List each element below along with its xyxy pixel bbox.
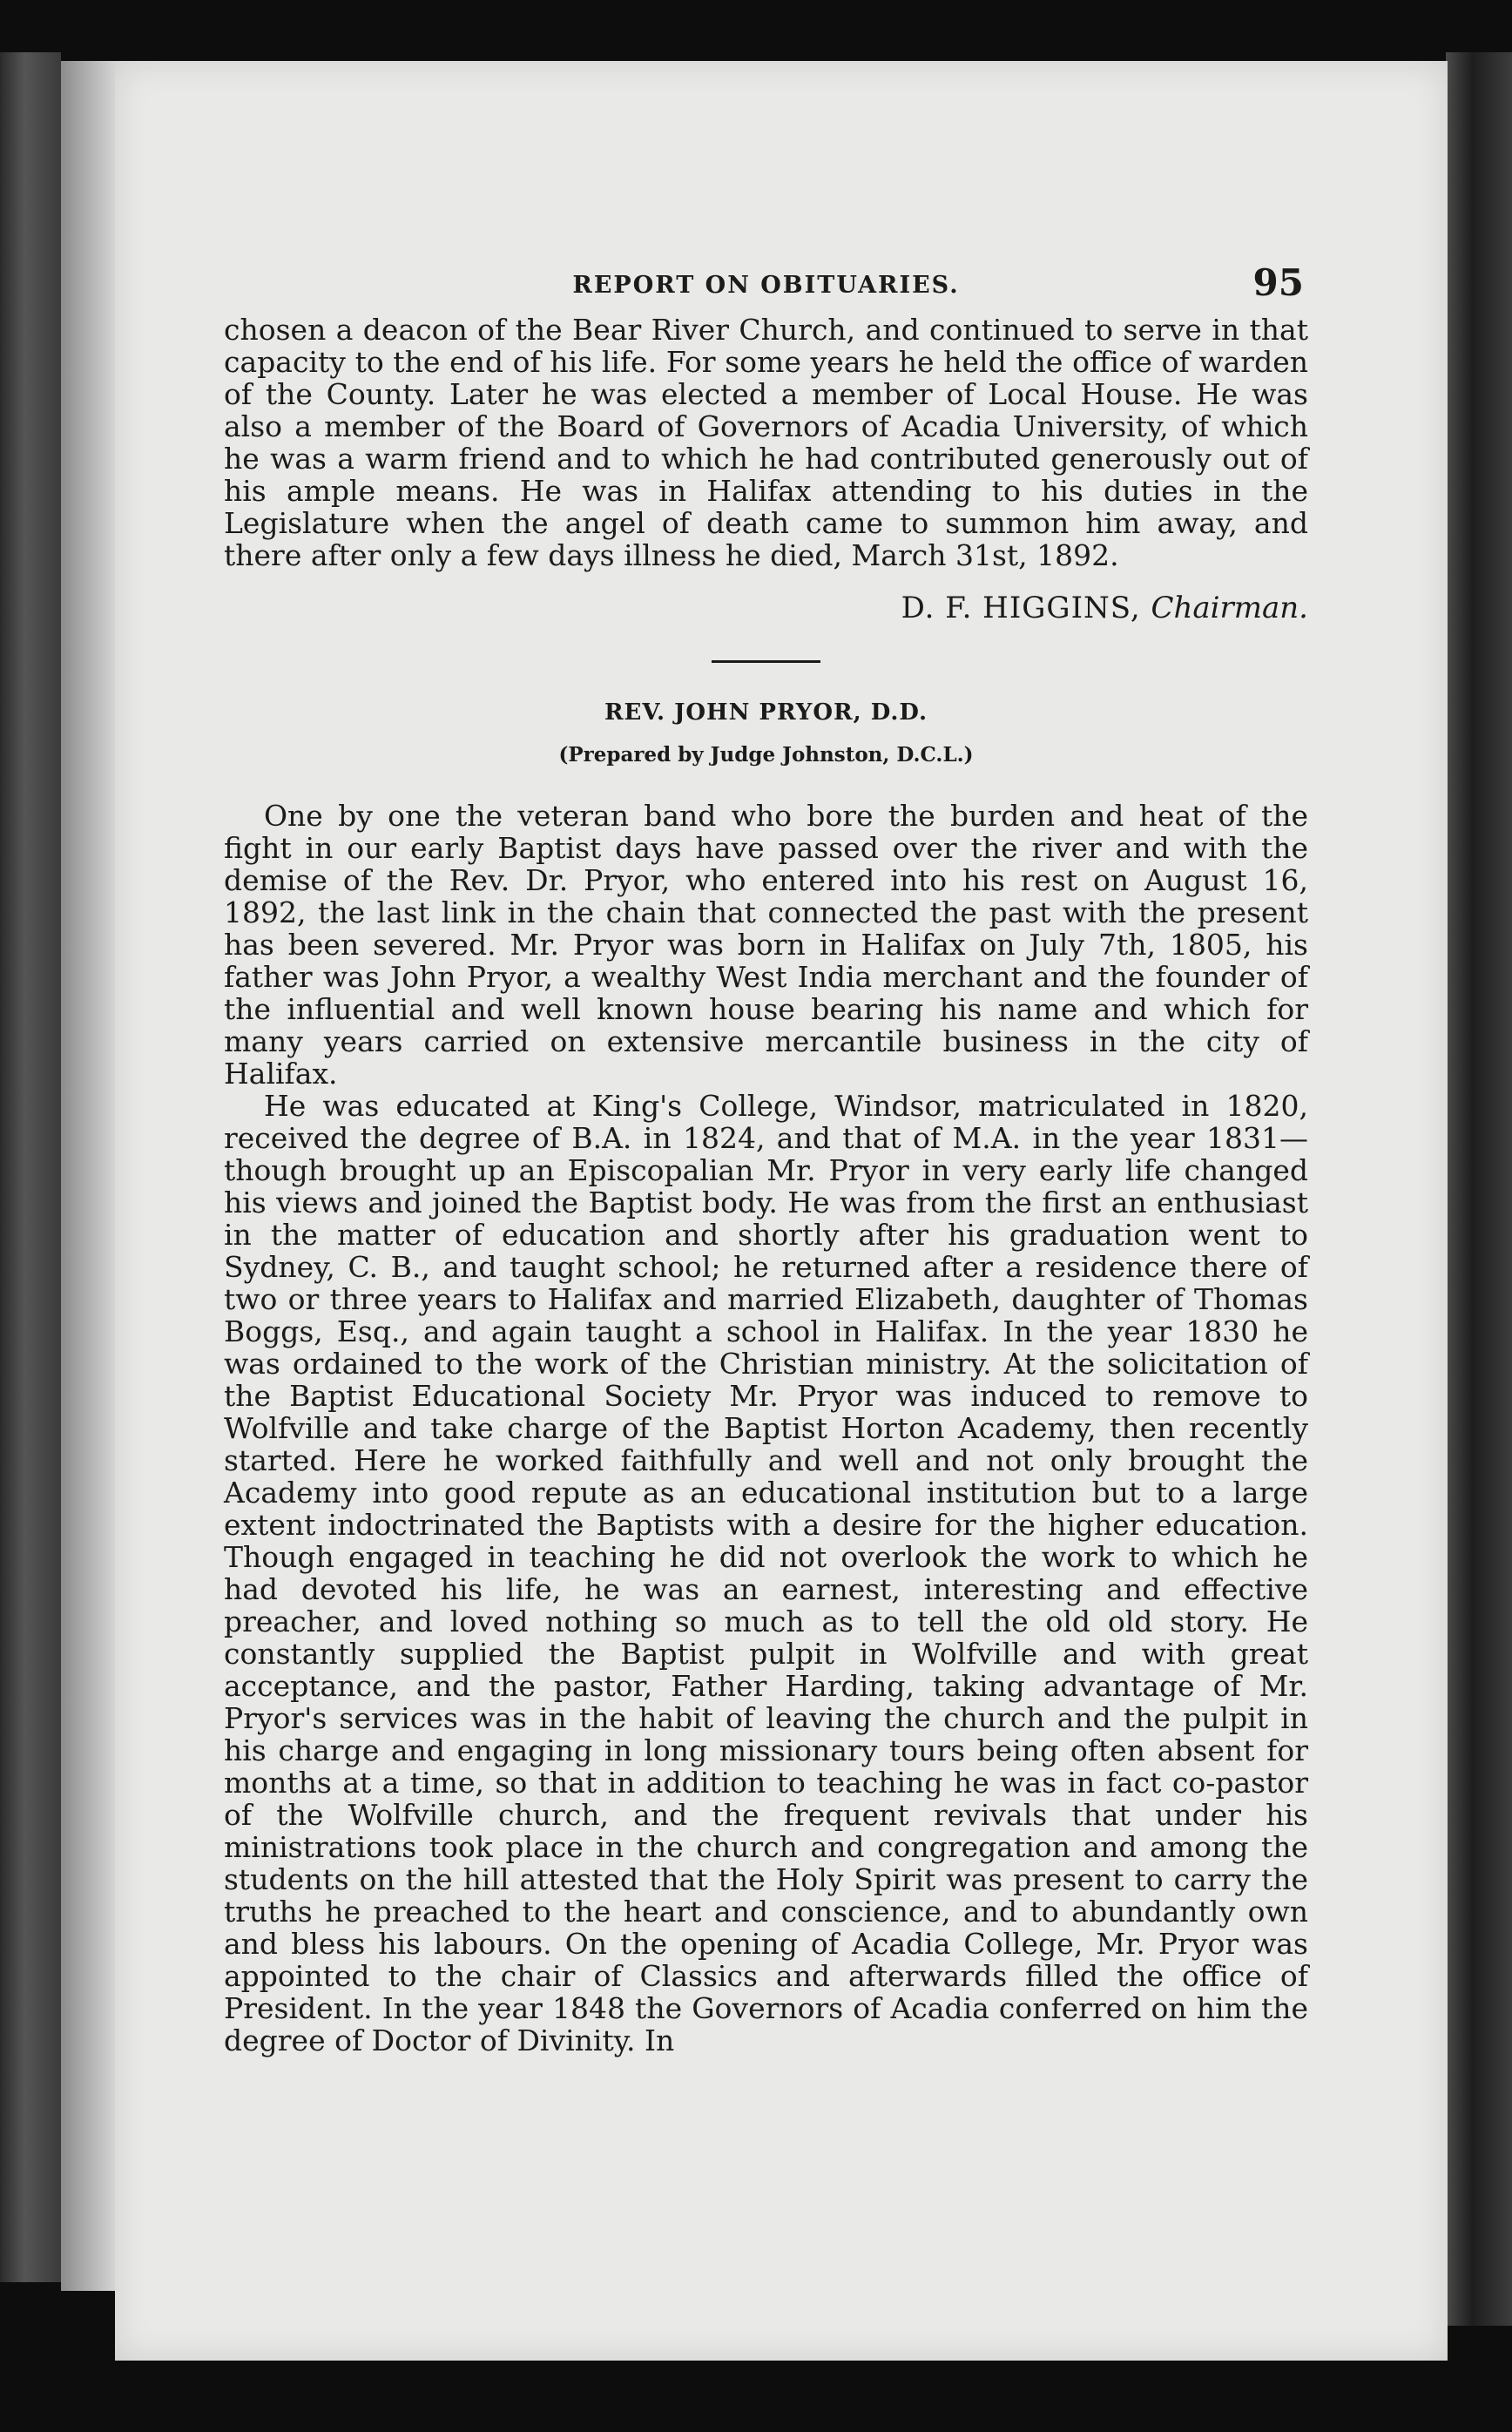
signature-role: Chairman. — [1151, 591, 1308, 625]
book-page — [115, 61, 1448, 2361]
running-header — [224, 261, 1308, 314]
section-title: REV. JOHN PRYOR, D.D. — [604, 699, 928, 726]
continued-paragraph: chosen a deacon of the Bear River Church, and continued to serve in that capacity to the end of his life. For some years he held the office of warden of the County. Later he was elected a member of Local House. He was also a member of the Board of Governors of Acadia University, of which he was a warm friend and to which he had contributed generously out of his ample means. He was in Halifax attending to his duties in the Legislature when the angel of death came to summon him away, and there after only a few days illness he died, March 31st, 1892. — [224, 313, 1308, 572]
signature — [224, 591, 1308, 625]
page-number: 95 — [1252, 261, 1304, 304]
signature-name: D. F. HIGGINS, — [901, 591, 1141, 625]
page-content — [224, 261, 1308, 2057]
section-credit: (Prepared by Judge Johnston, D.C.L.) — [558, 743, 974, 767]
book-binding-left — [0, 52, 61, 2282]
book-binding-right — [1446, 52, 1512, 2326]
paragraph-1: One by one the veteran band who bore the burden and heat of the fight in our early Baptist days have passed over the river and with the demise of the Rev. Dr. Pryor, who entered into his rest on August 16, 1892, the last link in the chain that connected the past with the present has been severed. Mr. Pryor was born in Halifax on July 7th, 1805, his father was John Pryor, a wealthy West India merchant and the founder of the influential and well known house bearing his name and which for many years carried on extensive mercantile business in the city of Halifax. — [224, 799, 1308, 1091]
running-title: REPORT ON OBITUARIES. — [572, 272, 960, 299]
previous-page-edge — [61, 61, 115, 2291]
section-divider — [712, 660, 820, 663]
paragraph-2: He was educated at King's College, Windsor, matriculated in 1820, received the degree of B.A. in 1824, and that of M.A. in the year 1831—though brought up an Episcopalian Mr. Pryor in very early life changed his views and joined the Baptist body. He was from the first an enthusiast in the matter of education and shortly after his graduation went to Sydney, C. B., and taught school; he returned after a residence there of two or three years to Halifax and married Elizabeth, daughter of Thomas Boggs, Esq., and again taught a school in Halifax. In the year 1830 he was ordained to the work of the Christian ministry. At the solicitation of the Baptist Educational Society Mr. Pryor was induced to remove to Wolfville and take charge of the Baptist Horton Academy, then recently started. Here he worked faithfully and well and not only brought the Academy into good repute as an educational institution but to a large extent indoctrinated the Baptists with a desire for the higher education. Though engaged in teaching he did not overlook the work to which he had devoted his life, he was an earnest, interesting and effective preacher, and loved nothing so much as to tell the old old story. He constantly supplied the Baptist pulpit in Wolfville and with great acceptance, and the pastor, Father Harding, taking advantage of Mr. Pryor's services was in the habit of leaving the church and the pulpit in his charge and engaging in long missionary tours being often absent for months at a time, so that in addition to teaching he was in fact co-pastor of the Wolfville church, and the frequent revivals that under his ministrations took place in the church and congregation and among the students on the hill attested that the Holy Spirit was present to carry the truths he preached to the heart and conscience, and to abundantly own and bless his labours. On the opening of Acadia College, Mr. Pryor was appointed to the chair of Classics and afterwards filled the office of President. In the year 1848 the Governors of Acadia conferred on him the degree of Doctor of Divinity. In — [224, 1089, 1308, 2057]
